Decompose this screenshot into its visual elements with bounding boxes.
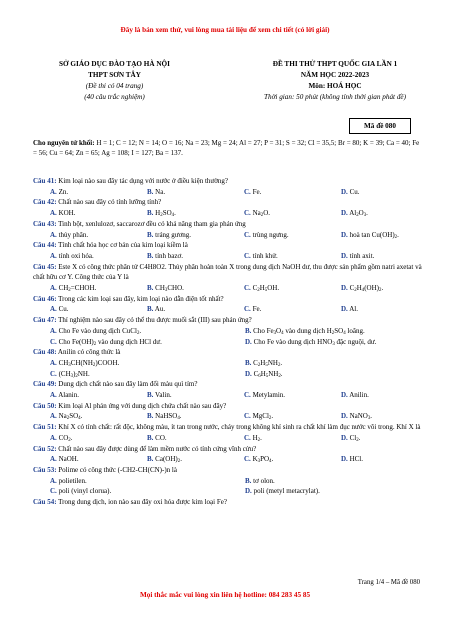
answer-letter: A. xyxy=(50,251,57,260)
answer-letter: C. xyxy=(244,391,251,400)
answer-letter: C. xyxy=(244,305,251,314)
answer-option xyxy=(324,454,421,465)
question-text: Khí X có tính chất: rất độc, không màu, ít tan trong nước, cháy trong không khí sinh ra chất khí làm đục nước vôi trong. Khí X là xyxy=(58,423,421,432)
question-number: Câu 49: xyxy=(33,380,57,389)
answer-option xyxy=(324,251,421,262)
question-text: Chất nào sau đây có tính lưỡng tính? xyxy=(58,198,162,207)
answer-option xyxy=(324,304,421,315)
answer-row xyxy=(33,251,423,262)
question-text: Trong dung dịch, ion nào sau đây oxi hóa được kim loại Fe? xyxy=(58,498,227,507)
answer-row xyxy=(33,358,423,369)
preview-notice: Đây là bản xem thử, vui lòng mua tài liệu để xem chi tiết (có lời giải) xyxy=(120,26,330,34)
answer-text: $CO_2$. xyxy=(58,433,73,443)
answer-text: MgCl$_2$. xyxy=(252,412,274,422)
answer-text: tính axit. xyxy=(349,251,375,260)
answer-option xyxy=(324,187,421,198)
answer-option xyxy=(33,187,130,198)
answer-option xyxy=(33,390,130,401)
answer-option xyxy=(130,208,227,219)
answer-letter: A. xyxy=(50,209,57,218)
answer-letter: B. xyxy=(147,391,154,400)
subject: Môn: HOÁ HỌC xyxy=(308,82,362,90)
answer-text: polietilen. xyxy=(58,476,87,485)
question-text: Chất nào sau đây được dùng để làm mềm nước có tính cứng vĩnh cửu? xyxy=(58,444,257,453)
question-stem xyxy=(33,347,423,358)
answer-option xyxy=(227,433,324,444)
question-stem xyxy=(33,444,423,455)
answer-row xyxy=(33,476,423,487)
answer-row xyxy=(33,486,423,497)
answer-option xyxy=(130,187,227,198)
answer-text: KOH. xyxy=(58,209,76,218)
answer-letter: C. xyxy=(244,230,251,239)
question-text: Trong các kim loại sau đây, kim loại nào dẫn điện tốt nhất? xyxy=(58,294,224,303)
answer-letter: C. xyxy=(244,455,251,464)
answer-letter: A. xyxy=(50,230,57,239)
answer-row xyxy=(33,433,423,444)
answer-option xyxy=(33,208,130,219)
answer-letter: A. xyxy=(50,412,57,421)
answer-text: hoà $\tan Cu(OH)_2$. xyxy=(349,230,399,240)
question-text: Kim loại nào sau đây tác dụng với nước ở điều kiện thường? xyxy=(58,177,229,185)
question-stem xyxy=(33,315,423,326)
question-stem xyxy=(33,197,423,208)
answer-text: Cu. xyxy=(58,305,69,314)
answer-letter: B. xyxy=(245,326,252,335)
answer-letter: C. xyxy=(244,209,251,218)
answer-option xyxy=(228,476,423,487)
school-name: THPT SƠN TÂY xyxy=(88,71,141,79)
atomic-masses-text: H = 1; C = 12; N = 14; O = 16; Na = 23; Mg = 24; Al = 27; P = 31; S = 32; Cl = 35,5; Br = 80; K = 39; Ca = 40; Fe = 56; Cu = 64; Zn = 65; Ag = 108; I = 127; Ba = 137. xyxy=(33,139,420,157)
answer-option xyxy=(33,454,130,465)
answer-text: $Ca(OH)_2$. xyxy=(155,455,182,465)
answer-text: $Al_2O_3$. xyxy=(349,209,368,219)
answer-row xyxy=(33,304,423,315)
answer-text: $CH_3CHO$. xyxy=(155,284,184,294)
answer-letter: A. xyxy=(50,326,57,335)
answer-text: $K_3PO_4$. xyxy=(252,455,274,465)
header-left xyxy=(22,59,207,103)
question-number: Câu 41: xyxy=(33,177,57,185)
answer-letter: D. xyxy=(341,455,348,464)
question-stem xyxy=(33,176,423,187)
question-number: Câu 53: xyxy=(33,465,57,474)
answer-option xyxy=(227,208,324,219)
question-text: Este X có công thức phân tử C4H8O2. Thủy phân hoàn toàn X trong dung dịch NaOH dư, thu được sản phẩm gồm natri axetat và chất hữu cơ Y. Công thức của Y là xyxy=(33,262,422,282)
answer-text: trùng ngưng. xyxy=(252,230,289,239)
answer-option xyxy=(227,230,324,241)
answer-letter: B. xyxy=(147,305,154,314)
answer-row xyxy=(33,337,423,348)
answer-option xyxy=(228,326,423,337)
atomic-masses-label: Cho nguyên tử khối: xyxy=(33,139,95,147)
answer-text: Fe. xyxy=(252,187,262,196)
answer-letter: D. xyxy=(341,305,348,314)
answer-option xyxy=(33,369,228,380)
answer-letter: C. xyxy=(50,337,57,346)
answer-text: $H_2SO_4$. xyxy=(155,209,176,219)
answer-option xyxy=(228,369,423,380)
question-number: Câu 50: xyxy=(33,401,57,410)
answer-option xyxy=(33,486,228,497)
atomic-masses xyxy=(33,138,423,158)
answer-letter: C. xyxy=(50,487,57,496)
answer-letter: B. xyxy=(147,455,154,464)
answer-text: poli (metyl metacrylat). xyxy=(253,487,320,496)
answer-text: $H_2$. xyxy=(252,433,262,443)
answer-row xyxy=(33,454,423,465)
answer-text: Cho Fe vào dung dịch $HNO_3$ đặc nguội, dư. xyxy=(253,337,377,347)
answer-row xyxy=(33,369,423,380)
time-limit: Thời gian: 50 phút (không tính thời gian phát đề) xyxy=(263,93,407,101)
question-number: Câu 52: xyxy=(33,444,57,453)
answer-text: poli (vinyl clorua). xyxy=(58,487,112,496)
answer-option xyxy=(228,337,423,348)
answer-letter: D. xyxy=(245,487,252,496)
answer-letter: C. xyxy=(244,284,251,293)
exam-title: ĐỀ THI THỬ THPT QUỐC GIA LẦN 1 xyxy=(272,60,398,68)
answer-letter: B. xyxy=(245,476,252,485)
question-stem xyxy=(33,465,423,476)
question-stem xyxy=(33,401,423,412)
question-text: Polime có công thức (-CH2-CH(CN)-)n là xyxy=(58,465,177,474)
question-count-note: (40 câu trắc nghiệm) xyxy=(84,93,145,101)
answer-option xyxy=(33,411,130,422)
answer-letter: B. xyxy=(147,209,154,218)
answer-letter: D. xyxy=(341,433,348,442)
answer-text: $CH_3CH(NH_2)COOH$. xyxy=(58,358,120,368)
answer-letter: B. xyxy=(245,358,252,367)
answer-text: Au. xyxy=(154,305,166,314)
answer-option xyxy=(33,304,130,315)
question-text: Dung dịch chất nào sau đây làm đổi màu quì tím? xyxy=(58,380,198,389)
answer-option xyxy=(227,251,324,262)
answer-text: Cho Fe vào dung dịch CuCl$_2$. xyxy=(58,326,142,336)
answer-text: Alanin. xyxy=(58,391,79,400)
answer-text: Al. xyxy=(349,305,358,314)
answer-text: CO. xyxy=(155,433,167,442)
question-number: Câu 44: xyxy=(33,241,57,250)
answer-option xyxy=(33,433,130,444)
answer-text: Cho $Fe(OH)_2$ vào dung dịch HCl dư. xyxy=(58,337,162,347)
answer-text: Metylamin. xyxy=(252,391,286,400)
answer-row xyxy=(33,390,423,401)
hotline-notice: Mọi thắc mắc vui lòng xin liên hệ hotline: 084 283 45 85 xyxy=(139,591,311,599)
answer-option xyxy=(227,187,324,198)
answer-option xyxy=(33,251,130,262)
answer-letter: B. xyxy=(147,433,154,442)
answer-text: $C_2H_5OH$. xyxy=(252,284,280,294)
question-number: Câu 45: xyxy=(33,262,57,271)
question-number: Câu 43: xyxy=(33,219,57,228)
department-name: SỞ GIÁO DỤC ĐÀO TẠO HÀ NỘI xyxy=(59,60,170,68)
answer-letter: B. xyxy=(147,284,154,293)
answer-letter: A. xyxy=(50,187,57,196)
answer-text: Cu. xyxy=(349,187,360,196)
answer-letter: D. xyxy=(341,412,348,421)
answer-option xyxy=(130,304,227,315)
answer-letter: D. xyxy=(341,391,348,400)
answer-letter: D. xyxy=(341,284,348,293)
answer-text: Zn. xyxy=(58,187,69,196)
question-list xyxy=(33,176,423,508)
answer-letter: A. xyxy=(50,455,57,464)
answer-option xyxy=(130,411,227,422)
answer-letter: D. xyxy=(341,251,348,260)
answer-row xyxy=(33,283,423,294)
question-text: Anilin có công thức là xyxy=(57,348,121,357)
answer-option xyxy=(33,476,228,487)
answer-option xyxy=(130,283,227,294)
answer-letter: A. xyxy=(50,476,57,485)
answer-letter: D. xyxy=(245,369,252,378)
question-text: Tinh bột, xenlulozơ, saccarozơ đều có khả năng tham gia phản ứng xyxy=(58,219,246,228)
answer-text: $Na_2O$. xyxy=(252,209,270,219)
question-number: Câu 42: xyxy=(33,198,57,207)
answer-row xyxy=(33,230,423,241)
answer-option xyxy=(228,358,423,369)
answer-text: Valin. xyxy=(155,391,172,400)
answer-letter: B. xyxy=(147,251,154,260)
answer-option xyxy=(227,304,324,315)
header-right xyxy=(230,59,440,103)
answer-text: $C_2H_4(OH)_2$. xyxy=(349,284,384,294)
answer-text: $C_2H_5NH_2$. xyxy=(253,358,283,368)
answer-row xyxy=(33,326,423,337)
answer-option xyxy=(33,337,228,348)
question-text: Tính chất hóa học cơ bản của kim loại kiềm là xyxy=(58,241,188,250)
answer-letter: B. xyxy=(147,187,154,196)
answer-text: HCl. xyxy=(349,455,363,464)
answer-text: NaOH. xyxy=(58,455,79,464)
answer-option xyxy=(324,390,421,401)
answer-option xyxy=(33,326,228,337)
answer-option xyxy=(324,411,421,422)
answer-row xyxy=(33,187,423,198)
answer-letter: A. xyxy=(50,305,57,314)
answer-text: $Na_2SO_4$. xyxy=(58,412,83,422)
question-stem xyxy=(33,262,423,283)
answer-text: tơ olon. xyxy=(253,476,275,485)
page-count-note: (Đề thi có 04 trang) xyxy=(85,82,144,90)
answer-option xyxy=(130,251,227,262)
answer-text: Anilin. xyxy=(349,391,369,400)
answer-text: NaNO$_3$. xyxy=(349,412,373,422)
exam-code-box: Mã đề 080 xyxy=(349,118,411,134)
answer-option xyxy=(324,230,421,241)
answer-option xyxy=(130,433,227,444)
answer-option xyxy=(33,358,228,369)
answer-letter: A. xyxy=(50,284,57,293)
question-stem xyxy=(33,497,423,508)
answer-letter: C. xyxy=(244,251,251,260)
answer-text: tráng gương. xyxy=(155,230,192,239)
question-number: Câu 48: xyxy=(33,348,57,357)
answer-option xyxy=(33,283,130,294)
answer-text: $C_6H_5NH_2$. xyxy=(253,369,283,379)
answer-text: thủy phân. xyxy=(58,230,89,239)
answer-option xyxy=(228,486,423,497)
answer-text: $CH_2=CHOH$. xyxy=(58,284,97,294)
question-stem xyxy=(33,219,423,230)
answer-text: $(CH_3)_2NH$. xyxy=(58,369,90,379)
answer-option xyxy=(227,411,324,422)
answer-letter: B. xyxy=(147,230,154,239)
answer-option xyxy=(130,390,227,401)
answer-text: Cho $Fe_3O_4$ vào dung dịch $H_2SO_4$ loãng. xyxy=(253,326,365,336)
answer-text: tính bazơ. xyxy=(155,251,183,260)
answer-letter: A. xyxy=(50,358,57,367)
answer-option xyxy=(33,230,130,241)
answer-row xyxy=(33,208,423,219)
answer-text: Na. xyxy=(155,187,166,196)
answer-option xyxy=(324,283,421,294)
question-stem xyxy=(33,240,423,251)
answer-letter: D. xyxy=(341,209,348,218)
answer-letter: D. xyxy=(341,230,348,239)
answer-letter: A. xyxy=(50,391,57,400)
question-number: Câu 47: xyxy=(33,316,57,325)
answer-option xyxy=(130,454,227,465)
question-text: Kim loại Al phản ứng với dung dịch chứa chất nào sau đây? xyxy=(58,401,227,410)
answer-text: tính oxi hóa. xyxy=(58,251,94,260)
answer-option xyxy=(227,390,324,401)
answer-row xyxy=(33,411,423,422)
answer-letter: C. xyxy=(244,412,251,421)
answer-option xyxy=(324,208,421,219)
question-stem xyxy=(33,379,423,390)
answer-letter: C. xyxy=(244,433,251,442)
question-stem xyxy=(33,422,423,433)
page-footer: Trang 1/4 – Mã đề 080 xyxy=(357,579,420,586)
question-number: Câu 54: xyxy=(33,498,57,507)
answer-letter: C. xyxy=(244,187,251,196)
question-number: Câu 51: xyxy=(33,423,57,432)
question-number: Câu 46: xyxy=(33,294,57,303)
question-text: Thí nghiệm nào sau đây có thể thu được muối sắt (III) sau phản ứng? xyxy=(58,316,252,325)
school-year: NĂM HỌC 2022-2023 xyxy=(300,71,370,79)
answer-letter: D. xyxy=(245,337,252,346)
answer-option xyxy=(324,433,421,444)
answer-text: $Cl_2$. xyxy=(349,433,361,443)
answer-letter: B. xyxy=(147,412,154,421)
question-stem xyxy=(33,294,423,305)
answer-letter: D. xyxy=(341,187,348,196)
answer-letter: C. xyxy=(50,369,57,378)
answer-text: tính khử. xyxy=(252,251,278,260)
answer-text: NaHSO$_4$. xyxy=(155,412,182,422)
answer-letter: A. xyxy=(50,433,57,442)
answer-option xyxy=(130,230,227,241)
answer-option xyxy=(227,283,324,294)
answer-text: Fe. xyxy=(252,305,262,314)
answer-option xyxy=(227,454,324,465)
